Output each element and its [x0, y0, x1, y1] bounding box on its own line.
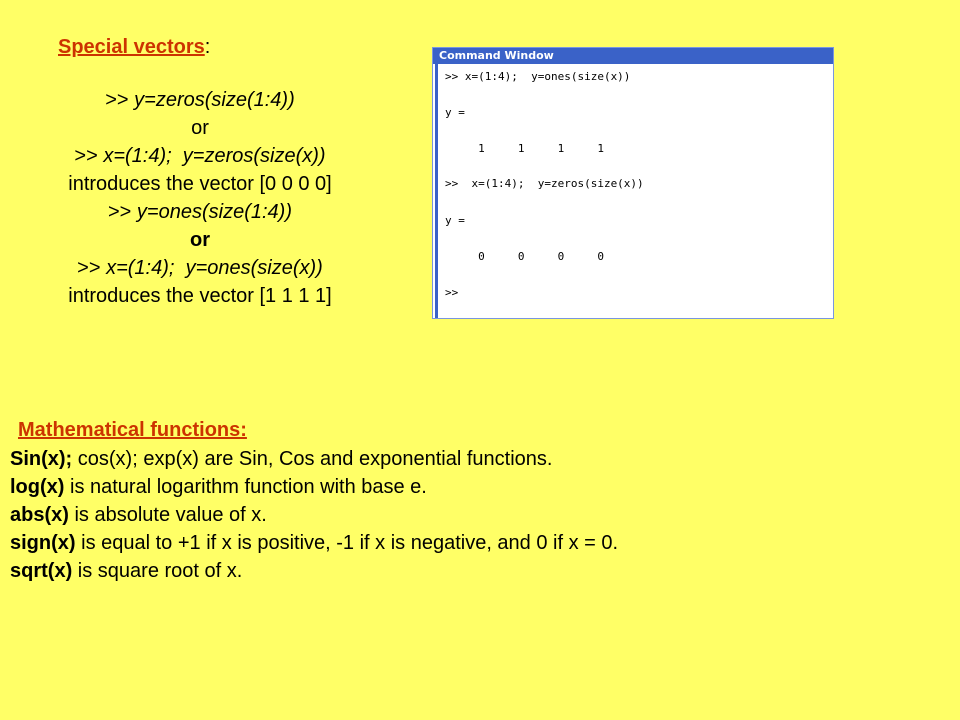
math-item-log — [10, 473, 618, 501]
command-text: y=ones(size(1:4)) — [136, 201, 292, 223]
function-name: Sin(x); — [10, 448, 73, 470]
function-desc: is absolute value of x. — [68, 504, 267, 526]
math-item-sign — [10, 529, 618, 557]
zeros-alt-command-line — [20, 142, 380, 170]
prompt: >> — [105, 89, 135, 111]
command-window-body[interactable] — [435, 64, 833, 318]
ones-alt-command-line — [20, 254, 380, 282]
math-item-sin — [10, 445, 618, 473]
command-window-title: Command Window — [433, 48, 833, 64]
function-desc: is equal to +1 if x is positive, -1 if x is negative, and 0 if x = 0. — [75, 532, 619, 554]
prompt: >> — [77, 257, 107, 279]
math-functions-title: Mathematical functions: — [18, 419, 247, 441]
cmd-line-3: 1 1 1 1 — [445, 142, 604, 155]
or-text-bold: or — [190, 229, 210, 251]
special-vectors-title: Special vectors — [58, 36, 205, 58]
cmd-line-1: >> x=(1:4); y=ones(size(x)) — [445, 70, 631, 83]
or-text: or — [191, 117, 209, 139]
function-name: sqrt(x) — [10, 560, 73, 582]
cmd-line-4: >> x=(1:4); y=zeros(size(x)) — [445, 177, 644, 190]
prompt: >> — [74, 145, 104, 167]
prompt: >> — [108, 201, 137, 223]
cmd-line-2: y = — [445, 106, 465, 119]
function-name: abs(x) — [10, 504, 69, 526]
function-desc: cos(x); exp(x) are Sin, Cos and exponential functions. — [72, 448, 553, 470]
math-item-abs — [10, 501, 618, 529]
special-vectors-colon: : — [204, 36, 211, 58]
zeros-command-line — [20, 86, 380, 114]
function-desc: is natural logarithm function with base e. — [64, 476, 427, 498]
command-text: x=(1:4); y=ones(size(x)) — [106, 257, 323, 279]
math-functions-list — [10, 445, 618, 585]
ones-command-line — [20, 198, 380, 226]
cmd-line-6: 0 0 0 0 — [445, 250, 604, 263]
function-desc: is square root of x. — [72, 560, 243, 582]
function-name: log(x) — [10, 476, 65, 498]
zeros-result-text: introduces the vector [0 0 0 0] — [68, 173, 332, 195]
cmd-prompt: >> — [445, 286, 459, 299]
math-item-sqrt — [10, 557, 618, 585]
command-text: x=(1:4); y=zeros(size(x)) — [103, 145, 326, 167]
special-vectors-block — [20, 30, 380, 310]
command-text: y=zeros(size(1:4)) — [134, 89, 295, 111]
command-window — [432, 47, 834, 319]
cmd-line-5: y = — [445, 214, 465, 227]
function-name: sign(x) — [10, 532, 76, 554]
ones-result-text: introduces the vector [1 1 1 1] — [68, 285, 332, 307]
